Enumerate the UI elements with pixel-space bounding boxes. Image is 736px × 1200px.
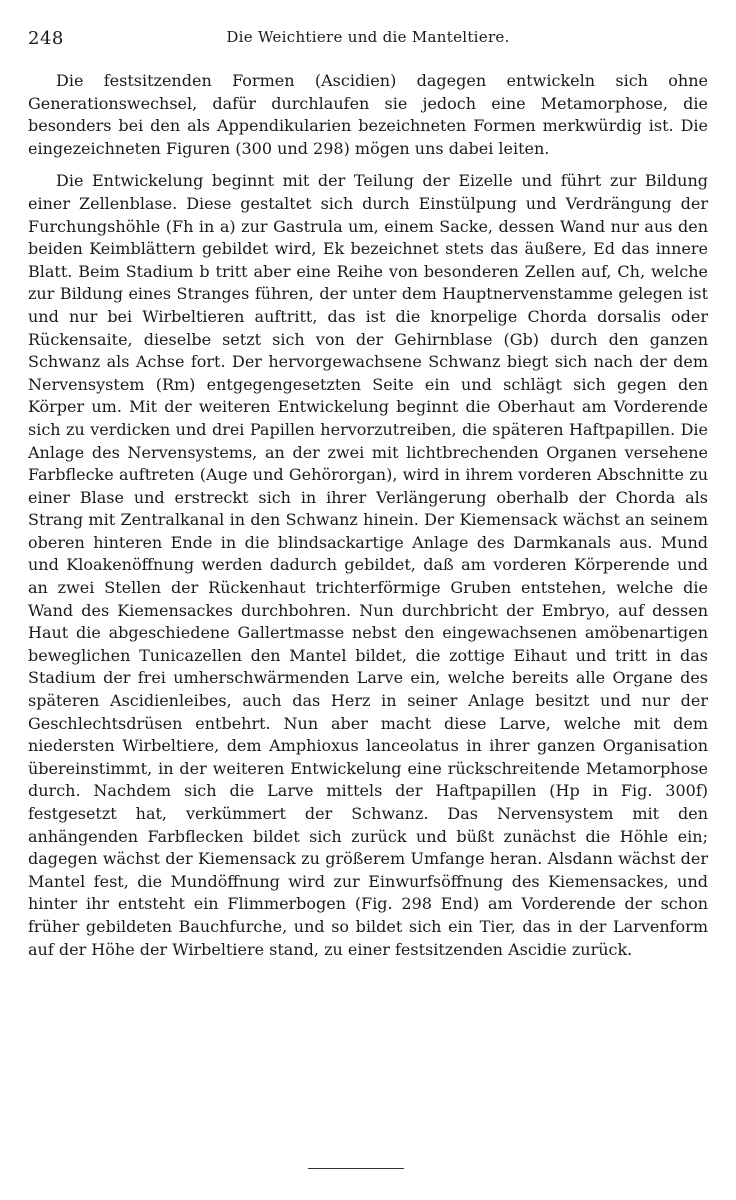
- body-text: [28, 70, 708, 971]
- paragraph-2: Die Entwickelung beginnt mit der Teilung der Eizelle und führt zur Bildung einer Zellenblase. Diese gestaltet sich durch Einstülpung und Verdrängung der Furchungshöhle (Fh in a) zur Gastrula um, einem Sacke, dessen Wand nur aus den beiden Keimblättern gebildet wird, Ek bezeichnet stets das äußere, Ed das innere Blatt. Beim Stadium b tritt aber eine Reihe von besonderen Zellen auf, Ch, welche zur Bildung eines Stranges führen, der unter dem Hauptnervenstamme gelegen ist und nur bei Wirbeltieren auftritt, das ist die knorpelige Chorda dorsalis oder Rückensaite, dieselbe setzt sich von der Gehirnblase (Gb) durch den ganzen Schwanz als Achse fort. Der hervorgewachsene Schwanz biegt sich nach der dem Nervensystem (Rm) entgegengesetzten Seite ein und schlägt sich gegen den Körper um. Mit der weiteren Entwickelung beginnt die Oberhaut am Vorderende sich zu verdicken und drei Papillen hervorzutreiben, die späteren Haftpapillen. Die Anlage des Nervensystems, an der zwei mit lichtbrechenden Organen versehene Farbflecke auftreten (Auge und Gehörorgan), wird in ihrem vorderen Abschnitte zu einer Blase und erstreckt sich in ihrer Verlängerung oberhalb der Chorda als Strang mit Zentralkanal in den Schwanz hinein. Der Kiemensack wächst an seinem oberen hinteren Ende in die blindsackartige Anlage des Darmkanals aus. Mund und Kloakenöffnung werden dadurch gebildet, daß am vorderen Körperende und an zwei Stellen der Rückenhaut trichterförmige Gruben entstehen, welche die Wand des Kiemensackes durchbohren. Nun durchbricht der Embryo, auf dessen Haut die abgeschiedene Gallertmasse nebst den eingewachsenen amöbenartigen beweglichen Tunicazellen den Mantel bildet, die zottige Eihaut und tritt in das Stadium der frei umherschwärmenden Larve ein, welche bereits alle Organe des späteren Ascidienleibes, auch das Herz in seiner Anlage besitzt und nur der Geschlechtsdrüsen entbehrt. Nun aber macht diese Larve, welche mit dem niedersten Wirbeltiere, dem Amphioxus lanceolatus in ihrer ganzen Organisation übereinstimmt, in der weiteren Entwickelung eine rückschreitende Metamorphose durch. Nachdem sich die Larve mittels der Haftpapillen (Hp in Fig. 300f) festgesetzt hat, verkümmert der Schwanz. Das Nervensystem mit den anhängenden Farbflecken bildet sich zurück und büßt zunächst die Höhle ein; dagegen wächst der Kiemensack zu größerem Umfange heran. Alsdann wächst der Mantel fest, die Mundöffnung wird zur Einwurfsöffnung des Kiemensackes, und hinter ihr entsteht ein Flimmerbogen (Fig. 298 End) am Vorderende der schon früher gebildeten Bauchfurche, und so bildet sich ein Tier, das in der Larvenform auf der Höhe der Wirbeltiere stand, zu einer festsitzenden Ascidie zurück.: [28, 171, 708, 959]
- footer-rule: [308, 1168, 404, 1169]
- page-number: 248: [28, 28, 64, 49]
- page-header: [28, 22, 708, 52]
- paragraph-1: Die festsitzenden Formen (Ascidien) dagegen entwickeln sich ohne Generationswechsel, dafür durchlaufen sie jedoch eine Metamorphose, die besonders bei den als Appendikularien bezeichneten Formen merkwürdig ist. Die eingezeichneten Figuren (300 und 298) mögen uns dabei leiten.: [28, 71, 708, 158]
- running-title: Die Weichtiere und die Manteltiere.: [226, 28, 510, 46]
